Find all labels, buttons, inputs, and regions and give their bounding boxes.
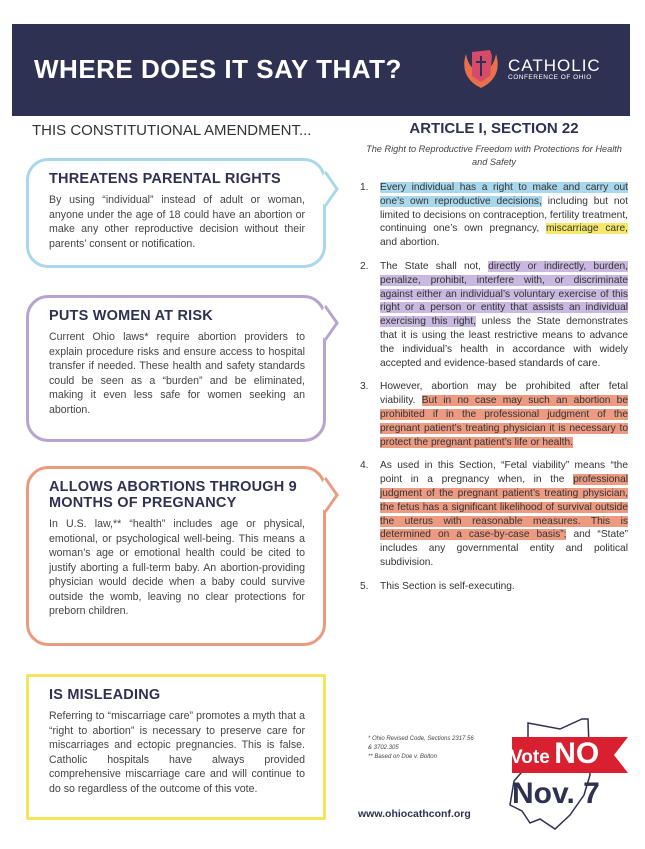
item-number: 2.: [360, 260, 369, 272]
page-title: WHERE DOES IT SAY THAT?: [34, 54, 402, 84]
highlight-purple: directly or indirectly, burden, penalize, prohibit, interfere with, or discriminate against either an individual’s voluntary exercise of this right or a person or entity that assists an individual exercising this right,: [380, 260, 628, 328]
item-text: However, abortion may be prohibited after fetal viability.: [380, 381, 628, 407]
footnotes: [368, 735, 478, 762]
article-item: [360, 380, 628, 449]
logo-subtitle: CONFERENCE OF OHIO: [508, 74, 592, 81]
item-number: 5.: [360, 580, 369, 592]
article-item: [360, 260, 628, 370]
box-women-at-risk: [26, 295, 326, 442]
footnote: * Ohio Revised Code, Sections 2317.56 & 3702.305: [368, 736, 474, 751]
highlight-blue: Every individual has a right to make and carry out one’s own reproductive decisions,: [380, 182, 628, 207]
item-text: The State shall not,: [380, 260, 489, 272]
no-text: NO: [554, 737, 600, 770]
box-title: ALLOWS ABORTIONS THROUGH 9 MONTHS OF PREGNANCY: [49, 479, 297, 511]
article-title: ARTICLE I, SECTION 22: [409, 120, 579, 137]
item-number: 3.: [360, 381, 369, 393]
box-parental-rights: [26, 158, 326, 268]
logo-title: CATHOLIC: [508, 56, 601, 75]
box-title: THREATENS PARENTAL RIGHTS: [49, 171, 281, 187]
item-text: including but not limited to decisions on contraception, fertility treatment, continuing one’s own pregnancy,: [380, 195, 629, 235]
item-text: This Section is self-executing.: [380, 580, 515, 592]
flame-ohio-cross-icon: [460, 46, 502, 92]
item-text: and “State” includes any governmental entity and political subdivision.: [380, 529, 628, 568]
item-number: 1.: [360, 182, 369, 193]
box-title: PUTS WOMEN AT RISK: [49, 308, 213, 324]
header-banner: [12, 24, 630, 116]
article-subtitle: The Right to Reproductive Freedom with Protections for Health and Safety: [366, 144, 622, 167]
ohio-outline-icon: [500, 715, 635, 835]
box-body: By using “individual” instead of adult or woman, anyone under the age of 18 could have an abortion or make any other reproductive decision without their parents’ consent or notification.: [49, 194, 305, 250]
election-date: Nov. 7: [512, 777, 600, 810]
article-item: [360, 580, 628, 594]
article-text: [360, 120, 628, 604]
box-misleading: [26, 674, 326, 820]
highlight-yellow: miscarriage care,: [545, 223, 628, 235]
box-body: Referring to “miscarriage care” promotes a myth that a “right to abortion” is necessary to preserve care for miscarriages and ectopic pregnancies. This is false. Catholic hospitals have always provided comprehensive miscarriage care and will continue to do so regardless of the outcome of this vote.: [49, 710, 305, 795]
highlight-salmon: But in no case may such an abortion be prohibited if in the professional judgment of the pregnant patient’s treating physician it is necessary to protect the pregnant patient’s life or health.: [380, 395, 628, 448]
item-number: 4.: [360, 460, 369, 472]
item-text: and abortion.: [380, 237, 440, 249]
article-item: [360, 459, 628, 569]
box-title: IS MISLEADING: [49, 687, 161, 703]
catholic-conference-logo: [460, 46, 601, 92]
item-text: unless the State demonstrates that it is using the least restrictive means to advance the individual’s health in accordance with widely accepted and evidence-based standards of care.: [380, 316, 628, 369]
box-body: In U.S. law,** “health” includes age or physical, emotional, or psychological well-being. This means a woman’s age or emotional health could be cited to justify aborting a full-term baby. An abortion-providing physician would decide when a baby could survive outside the womb, leaving no clear protections for preborn children.: [49, 518, 305, 617]
section-subhead: THIS CONSTITUTIONAL AMENDMENT...: [32, 122, 312, 139]
vote-no-badge: [500, 715, 635, 835]
box-nine-months: [26, 466, 326, 646]
website-link[interactable]: www.ohiocathconf.org: [358, 808, 471, 820]
item-text: As used in this Section, “Fetal viability” means “the point in a pregnancy when, in the: [380, 460, 628, 486]
article-item: [360, 181, 628, 250]
footnote: ** Based on Doe v. Bolton: [368, 754, 437, 760]
box-body: Current Ohio laws* require abortion providers to explain procedure risks and ensure access to hospital transfer if needed. These health and safety standards could be seen as a “burden” and be eliminated, making it even less safe for women seeking an abortion.: [49, 331, 305, 416]
highlight-salmon: professional judgment of the pregnant patient’s treating physician, the fetus has a significant likelihood of survival outside the uterus with reasonable measures. This is determined on a case-by-case basis”;: [380, 474, 628, 541]
vote-text: Vote: [510, 747, 550, 768]
